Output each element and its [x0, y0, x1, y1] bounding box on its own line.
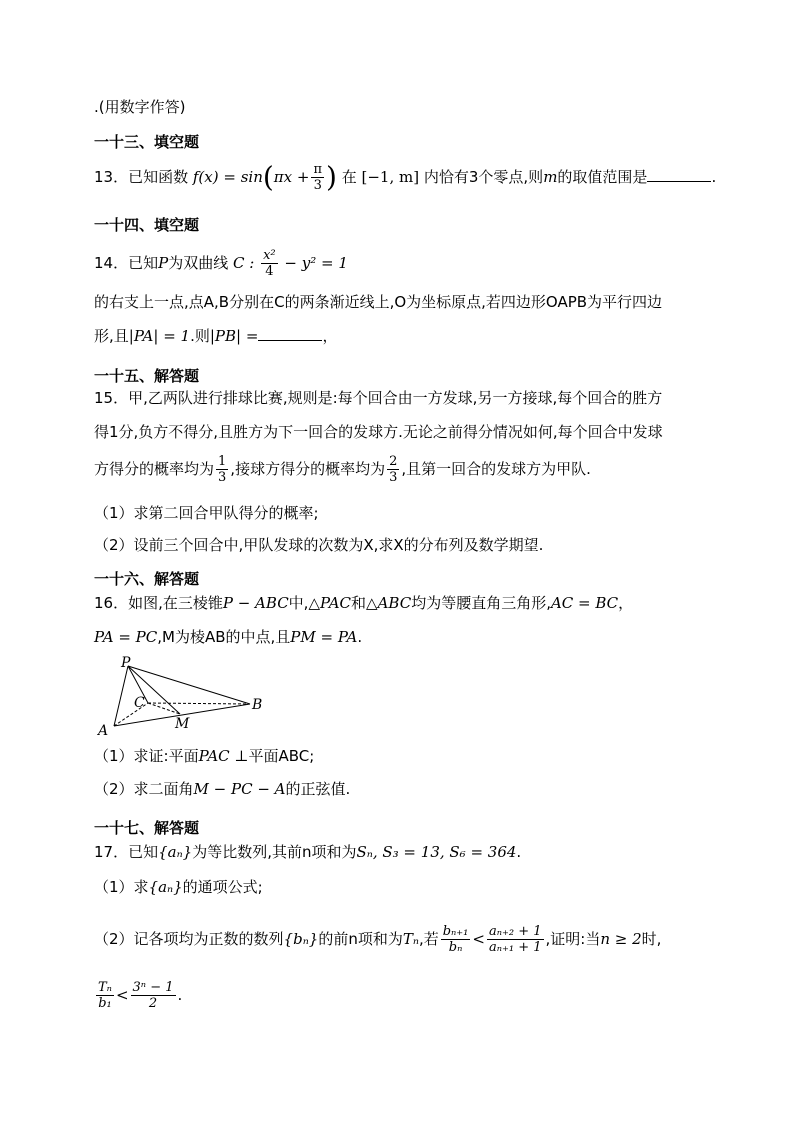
q14-curve-name: C : [232, 254, 255, 272]
question-16-line-2: PA = PC,M为棱AB的中点,且PM = PA. [94, 628, 363, 646]
q13-tail: 的取值范围是 [557, 168, 648, 186]
q13-pix: πx + [273, 168, 310, 186]
question-15-line-3: 方得分的概率均为 $\frac{1}{3}$ ,接球方得分的概率均为 $\frac{2}{3}$ ,且第一回合的发球方为甲队. [94, 454, 591, 485]
q13-prefix: 13．已知函数 [94, 168, 189, 186]
q13-pi-over-3: $\frac{\pi}{3}$ [313, 162, 322, 193]
section-heading-16: 一十六、解答题 [94, 570, 200, 588]
q13-mid2: 内恰有3个零点,则 [423, 168, 544, 186]
q14-hyperbola-rest: − y² = 1 [284, 254, 348, 272]
question-14-line-3: 形,且|PA| = 1.则|PB| = ， [94, 327, 338, 345]
q17-frac-3n: $\frac{\text{3ⁿ − 1}}{2}$ [132, 980, 174, 1011]
fig-label-A: A [98, 723, 109, 738]
question-16-part-1: （1）求证:平面PAC ⊥平面ABC; [94, 747, 315, 765]
question-15-part-1: （1）求第二回合甲队得分的概率; [94, 504, 319, 522]
section-heading-13: 一十三、填空题 [94, 133, 200, 151]
question-17-conclusion: $\frac{\text{Tₙ}}{\text{b₁}}$ < $\frac{\text{3ⁿ − 1}}{2}$ . [98, 980, 183, 1011]
prev-tail: .(用数字作答) [94, 98, 186, 116]
q13-interval: [−1, m] [361, 168, 420, 186]
q17-frac-a: $\frac{\text{aₙ₊₂ + 1}}{\text{aₙ₊₁ + 1}}$ [488, 924, 542, 955]
question-15-line-2: 得1分,负方不得分,且胜方为下一回合的发球方.无论之前得分情况如何,每个回合中发球 [94, 423, 663, 441]
answer-blank-13 [647, 167, 711, 182]
question-15-line-1: 15．甲,乙两队进行排球比赛,规则是:每个回合由一方发球,另一方接球,每个回合的胜方 [94, 389, 663, 407]
q14-pb: |PB| = [209, 327, 259, 345]
question-17-part-2: （2）记各项均为正数的数列{bₙ}的前n项和为Tₙ,若 $\frac{\text{bₙ₊₁}}{\text{bₙ}}$ < $\frac{\text{aₙ₊₂ + 1}}{\text{aₙ₊₁ + 1}}$ ,证明:当n ≥ 2时, [94, 924, 662, 955]
tetrahedron-figure [92, 652, 272, 738]
question-14-line-2: 的右支上一点,点A,B分别在C的两条渐近线上,O为坐标原点,若四边形OAPB为平行四边 [94, 293, 663, 311]
q13-fx: f(x) = sin [192, 168, 263, 186]
question-17-line-1: 17．已知{aₙ}为等比数列,其前n项和为Sₙ, S₃ = 13, S₆ = 364. [94, 843, 522, 861]
q14-pa-eq: |PA| = 1 [128, 327, 191, 345]
question-13: 13．已知函数 f(x) = sin(πx + $\frac{\pi}{3}$ ) 在 [−1, m] 内恰有3个零点,则m的取值范围是 . [94, 160, 717, 194]
question-16-line-1: 16．如图,在三棱锥P − ABC中,△PAC和△ABC均为等腰直角三角形,AC = BC， [94, 594, 634, 612]
question-15-part-2: （2）设前三个回合中,甲队发球的次数为X,求X的分布列及数学期望. [94, 536, 544, 554]
answer-blank-14 [258, 326, 322, 341]
q14-x2-over-4: $\frac{\text{x²}}{4}$ [263, 248, 276, 279]
q17-frac-b: $\frac{\text{bₙ₊₁}}{\text{bₙ}}$ [442, 924, 469, 955]
question-14-line-1: 14．已知P为双曲线 C : $\frac{\text{x²}}{4}$ − y² = 1 [94, 248, 348, 279]
fig-label-P: P [121, 655, 131, 671]
fig-label-C: C [134, 695, 145, 711]
q15-frac-1-3: $\frac{1}{3}$ [218, 454, 227, 485]
q14-prefix: 14．已知 [94, 254, 159, 272]
q13-mid1: 在 [341, 168, 357, 186]
q13-var-m: m [543, 168, 558, 186]
q15-frac-2-3: $\frac{2}{3}$ [389, 454, 398, 485]
question-16-part-2: （2）求二面角M − PC − A的正弦值. [94, 780, 351, 798]
q17-frac-t: $\frac{\text{Tₙ}}{\text{b₁}}$ [98, 980, 112, 1011]
section-heading-17: 一十七、解答题 [94, 819, 200, 837]
question-17-part-1: （1）求{aₙ}的通项公式; [94, 878, 263, 896]
fig-label-M: M [175, 716, 190, 732]
section-heading-15: 一十五、解答题 [94, 367, 200, 385]
fig-label-B: B [252, 697, 263, 713]
section-heading-14: 一十四、填空题 [94, 216, 200, 234]
